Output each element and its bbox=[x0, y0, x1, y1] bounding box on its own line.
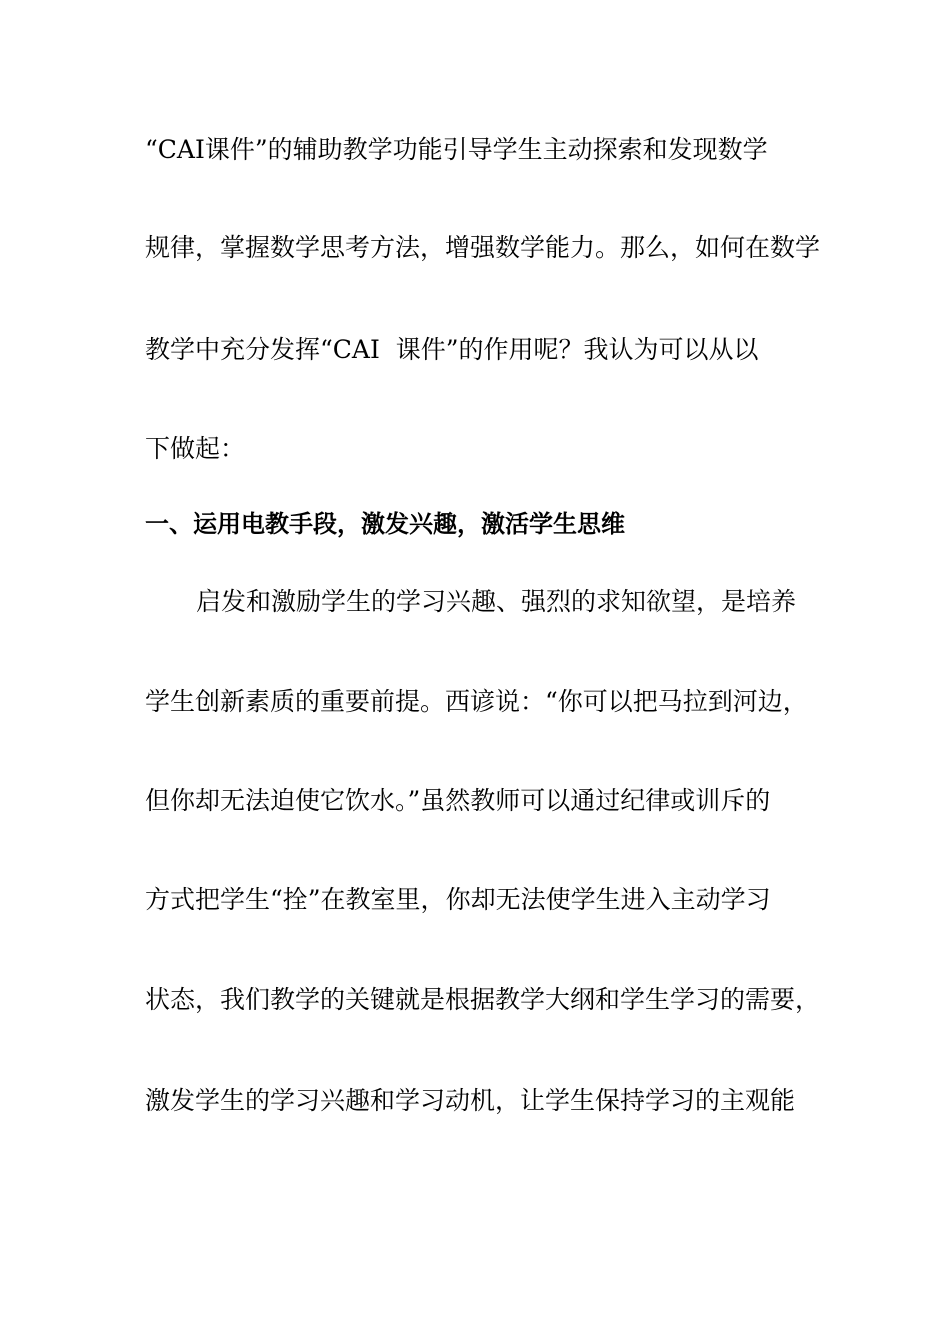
body-text-line: 规律，掌握数学思考方法，增强数学能力。那么，如何在数学 bbox=[145, 233, 821, 262]
body-text-line: 教学中充分发挥“CAI 课件”的作用呢？我认为可以从以 bbox=[145, 335, 759, 364]
body-text-line: 激发学生的学习兴趣和学习动机，让学生保持学习的主观能 bbox=[145, 1086, 796, 1115]
body-text-line: 下做起： bbox=[145, 434, 246, 463]
body-text-line: 方式把学生“拴”在教室里，你却无法使学生进入主动学习 bbox=[145, 885, 771, 914]
paragraph-first-line: 启发和激励学生的学习兴趣、强烈的求知欲望，是培养 bbox=[196, 587, 797, 616]
section-heading: 一、运用电教手段，激发兴趣，激活学生思维 bbox=[145, 510, 625, 538]
body-text-line: 状态，我们教学的关键就是根据教学大纲和学生学习的需要， bbox=[145, 985, 821, 1014]
body-text-line: “CAI课件”的辅助教学功能引导学生主动探索和发现数学 bbox=[145, 135, 768, 164]
body-text-line: 但你却无法迫使它饮水。”虽然教师可以通过纪律或训斥的 bbox=[145, 786, 771, 815]
body-text-line: 学生创新素质的重要前提。西谚说：“你可以把马拉到河边， bbox=[145, 687, 808, 716]
